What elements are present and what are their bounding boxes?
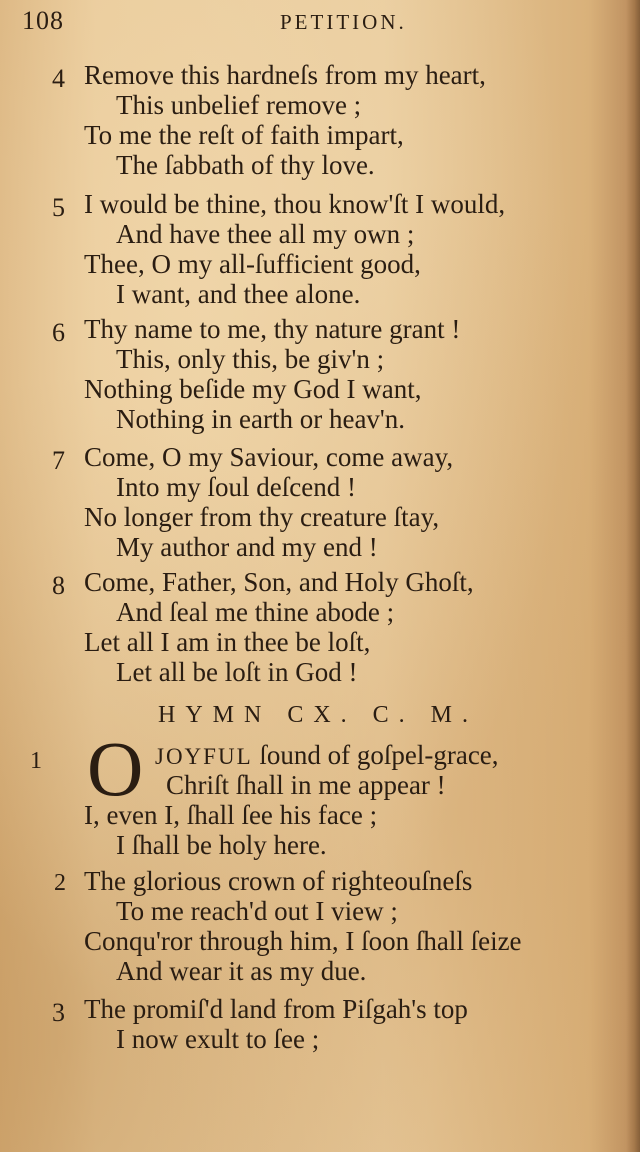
verse-line: Thy name to me, thy nature grant ! bbox=[84, 314, 461, 344]
verse-number: 6 bbox=[52, 318, 65, 347]
drop-cap: O bbox=[87, 725, 144, 812]
verse-line: The promiſ'd land from Piſgah's top bbox=[84, 994, 468, 1024]
verse-line: Remove this hardneſs from my heart, bbox=[84, 60, 486, 90]
verse-line: Chriſt ſhall in me appear ! bbox=[166, 770, 446, 800]
page-header bbox=[22, 6, 582, 36]
verse-line: I ſhall be holy here. bbox=[116, 830, 327, 860]
verse-line: I, even I, ſhall ſee his face ; bbox=[84, 800, 378, 830]
page-spine-shadow bbox=[626, 0, 640, 1152]
verse-line bbox=[155, 740, 499, 772]
verse-line: To me reach'd out I view ; bbox=[116, 896, 398, 926]
verse-number: 3 bbox=[52, 998, 65, 1027]
running-head: PETITION. bbox=[280, 10, 407, 34]
hymn-title: HYMN CX. C. M. bbox=[158, 702, 479, 728]
verse-line: My author and my end ! bbox=[116, 532, 378, 562]
verse-line: And have thee all my own ; bbox=[116, 219, 415, 249]
verse-line: Let all be loſt in God ! bbox=[116, 657, 358, 687]
verse-line: Let all I am in thee be loſt, bbox=[84, 627, 371, 657]
verse-line: I now exult to ſee ; bbox=[116, 1024, 320, 1054]
verse-line: The ſabbath of thy love. bbox=[116, 150, 375, 180]
page-number: 108 bbox=[22, 6, 64, 35]
verse-number: 8 bbox=[52, 571, 65, 600]
verse-line: This, only this, be giv'n ; bbox=[116, 344, 385, 374]
verse-line: I want, and thee alone. bbox=[116, 279, 361, 309]
verse-line-rest: ſound of goſpel-grace, bbox=[252, 740, 499, 770]
verse-line: Come, Father, Son, and Holy Ghoſt, bbox=[84, 567, 474, 597]
verse-line: And wear it as my due. bbox=[116, 956, 367, 986]
verse-line: Thee, O my all-ſufficient good, bbox=[84, 249, 421, 279]
verse-line: Nothing beſide my God I want, bbox=[84, 374, 422, 404]
verse-number: 4 bbox=[52, 64, 65, 93]
verse-line: Into my ſoul deſcend ! bbox=[116, 472, 356, 502]
caps-word: JOYFUL bbox=[155, 744, 253, 769]
verse-line: Conqu'ror through him, I ſoon ſhall ſeize bbox=[84, 926, 522, 956]
verse-line: I would be thine, thou know'ſt I would, bbox=[84, 189, 506, 219]
verse-line: The glorious crown of righteouſneſs bbox=[84, 866, 473, 896]
verse-line: And ſeal me thine abode ; bbox=[116, 597, 395, 627]
verse-line: Come, O my Saviour, come away, bbox=[84, 442, 454, 472]
verse-number: 7 bbox=[52, 446, 65, 475]
verse-line: No longer from thy creature ſtay, bbox=[84, 502, 440, 532]
verse-number: 1 bbox=[30, 748, 42, 774]
verse-number: 5 bbox=[52, 193, 65, 222]
verse-line: This unbelief remove ; bbox=[116, 90, 362, 120]
verse-number: 2 bbox=[54, 870, 66, 896]
verse-line: Nothing in earth or heav'n. bbox=[116, 404, 406, 434]
verse-line: To me the reſt of faith impart, bbox=[84, 120, 404, 150]
